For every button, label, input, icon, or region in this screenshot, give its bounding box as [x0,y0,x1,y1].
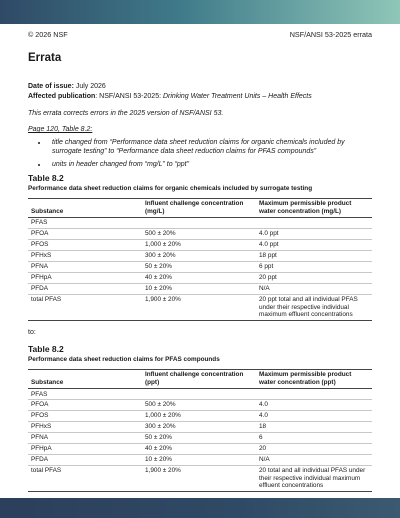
table-cell: 10 ± 20% [142,284,256,295]
table-cell: PFAS [28,218,142,229]
publication-prefix: : NSF/ANSI 53-2025: [95,92,163,100]
table-cell: PFNA [28,262,142,273]
table-cell: 500 ± 20% [142,229,256,240]
column-header: Substance [31,207,64,215]
to-label: to: [28,329,36,337]
publication-label: Affected publication [28,92,96,100]
table-cell: PFNA [28,433,142,444]
column-header: Influent challenge concentration (ppt) [145,371,244,386]
table-cell: PFDA [28,284,142,295]
table-cell: 50 ± 20% [142,433,256,444]
table-row [28,389,372,400]
table-cell [256,218,372,229]
top-banner [0,0,400,24]
table-cell: total PFAS [28,294,142,320]
table-cell: 1,000 ± 20% [142,240,256,251]
table-row [28,251,372,262]
change-item: • title changed from “Performance data sheet reduction claims for organic chemicals included by surrogate testing” to “Performance data sheet reduction claims for PFAS compounds” [48,138,372,156]
table-cell: 4.0 [256,400,372,411]
table-cell: PFDA [28,455,142,466]
table-before-name: Table 8.2 [28,173,64,183]
table-cell: 40 ± 20% [142,444,256,455]
page-header [28,30,372,42]
table-cell: 20 ppt [256,273,372,284]
document-id: NSF/ANSI 53-2025 errata [289,30,372,39]
table-cell: total PFAS [28,466,142,492]
table-row [28,229,372,240]
table-cell: 20 [256,444,372,455]
table-row [28,455,372,466]
table-row [28,400,372,411]
page-reference: Page 120, Table 8.2: [28,126,93,133]
table-cell: N/A [256,455,372,466]
table-cell: PFHpA [28,273,142,284]
table-row [28,218,372,229]
table-cell: 18 ppt [256,251,372,262]
table-after-subtitle: Performance data sheet reduction claims for PFAS compounds [28,356,220,364]
table-cell: PFAS [28,389,142,400]
table-cell: 50 ± 20% [142,262,256,273]
copyright-text: © 2026 NSF [28,30,68,39]
table-row [28,294,372,320]
table-cell: 4.0 [256,411,372,422]
meta-block [28,82,372,101]
table-row [28,466,372,492]
table-cell: 300 ± 20% [142,422,256,433]
change-list [28,138,372,169]
table-cell: 300 ± 20% [142,251,256,262]
table-after [28,369,372,492]
table-cell: PFOA [28,400,142,411]
table-before-subtitle: Performance data sheet reduction claims for organic chemicals included by surrogate testing [28,185,313,192]
table-row [28,273,372,284]
table-row [28,444,372,455]
column-header: Maximum permissible product water concentration (mg/L) [259,200,352,215]
table-row [28,284,372,295]
date-value: July 2026 [75,83,106,90]
table-cell: PFHxS [28,251,142,262]
table-cell: 1,900 ± 20% [142,466,256,492]
table-cell [256,389,372,400]
table-row [28,422,372,433]
document-body [28,52,372,492]
table-cell: PFOS [28,240,142,251]
date-label: Date of issue: [28,83,74,90]
table-row [28,262,372,273]
table-cell: 4.0 ppt [256,240,372,251]
table-row [28,240,372,251]
table-row [28,411,372,422]
table-before [28,198,372,321]
change-item: • units in header changed from “mg/L” to “ppt” [48,160,372,169]
table-cell: N/A [256,284,372,295]
date-line [28,82,372,92]
table-cell [142,218,256,229]
table-cell: 1,000 ± 20% [142,411,256,422]
table-cell: PFHpA [28,444,142,455]
table-cell: 10 ± 20% [142,455,256,466]
table-cell: 6 [256,433,372,444]
table-cell: 500 ± 20% [142,400,256,411]
column-header: Substance [31,378,64,386]
publication-line [28,92,372,102]
table-cell: PFOA [28,229,142,240]
table-cell: 20 ppt total and all individual PFAS under their respective individual maximum effluent concentrations [256,294,372,320]
table-cell: 40 ± 20% [142,273,256,284]
publication-title: Drinking Water Treatment Units – Health Effects [162,92,312,100]
column-header: Maximum permissible product water concentration (ppt) [259,371,352,386]
table-row [28,433,372,444]
bottom-banner [0,498,400,518]
page-title: Errata [28,52,62,64]
table-cell: 4.0 ppt [256,229,372,240]
table-cell: 1,900 ± 20% [142,294,256,320]
table-cell: PFOS [28,411,142,422]
table-after-name: Table 8.2 [28,344,64,355]
table-cell: 6 ppt [256,262,372,273]
column-header: Influent challenge concentration (mg/L) [145,200,244,215]
table-cell: PFHxS [28,422,142,433]
table-cell: 18 [256,422,372,433]
table-cell [142,389,256,400]
correction-note: This errata corrects errors in the 2025 version of NSF/ANSI 53. [28,110,224,117]
table-cell: 20 total and all individual PFAS under their respective individual maximum effluent concentrations [256,466,372,492]
